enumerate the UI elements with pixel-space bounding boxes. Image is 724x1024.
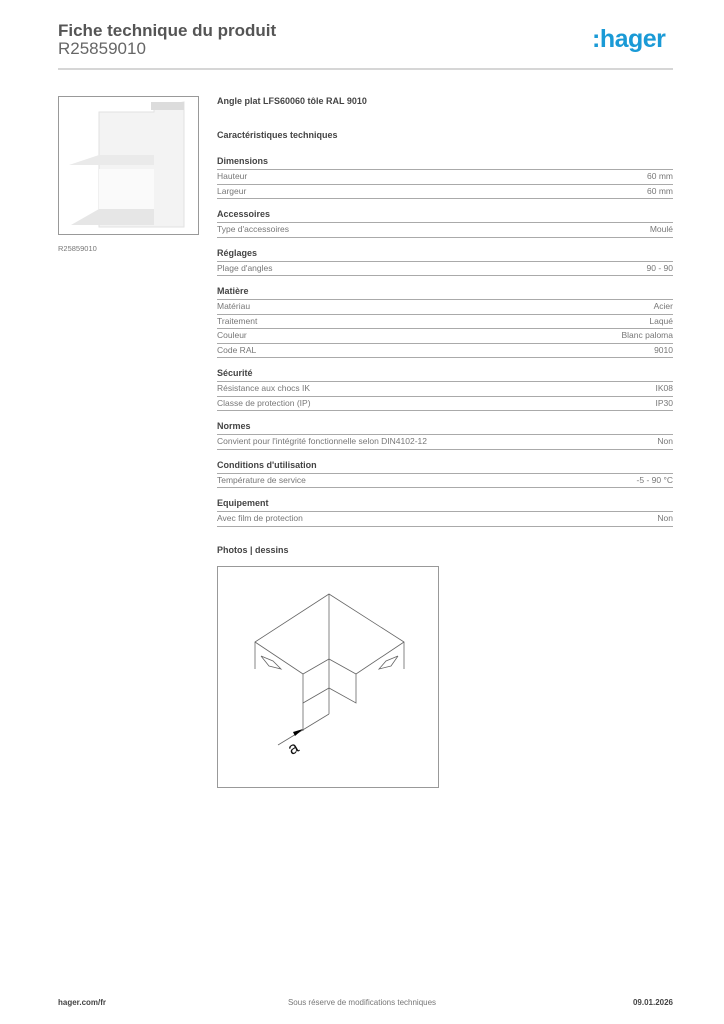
section-title: Sécurité [217,367,673,382]
spec-row [217,435,673,450]
spec-value: Moulé [649,224,673,234]
spec-label: Avec film de protection [217,513,303,523]
spec-value: Non [657,513,673,523]
spec-value: 90 - 90 [646,262,673,273]
section-title: Accessoires [217,208,673,223]
spec-label: Hauteur [217,171,248,181]
section-title: Normes [217,420,673,435]
spec-section [217,420,673,450]
spec-label: Couleur [217,330,247,340]
spec-value: 60 mm [647,185,673,196]
photo-caption: R25859010 [58,244,97,253]
spec-value: -5 - 90 °C [636,474,673,485]
spec-section [217,367,673,411]
spec-label: Résistance aux chocs IK [217,383,311,393]
footer-website[interactable]: hager.com/fr [58,998,107,1007]
spec-row [217,382,673,397]
spec-row [217,474,673,489]
spec-row [217,512,673,527]
spec-row [217,262,673,277]
section-title: Equipement [217,497,673,512]
spec-label: Convient pour l'intégrité fonctionnelle selon DIN4102-12 [217,436,428,446]
section-title: Dimensions [217,155,673,170]
page-title: Fiche technique du produit [58,21,277,40]
spec-value: IK08 [655,383,673,393]
product-name: Angle plat LFS60060 tôle RAL 9010 [217,96,367,106]
spec-section [217,155,673,199]
spec-label: Plage d'angles [217,262,273,273]
spec-label: Température de service [217,474,306,485]
photos-heading: Photos | dessins [217,544,289,555]
spec-section [217,208,673,238]
spec-row [217,344,673,359]
section-title: Conditions d'utilisation [217,459,673,474]
section-title: Réglages [217,247,673,262]
footer-date: 09.01.2026 [632,998,673,1007]
spec-row [217,170,673,185]
spec-value: IP30 [655,397,673,408]
dimension-label: a [284,737,303,759]
spec-section [217,247,673,277]
spec-row [217,315,673,330]
spec-value: Acier [653,301,673,311]
spec-section [217,497,673,527]
spec-label: Largeur [217,185,247,196]
spec-row [217,329,673,344]
spec-section [217,285,673,358]
spec-row [217,223,673,238]
spec-label: Matériau [217,301,251,311]
spec-label: Type d'accessoires [217,224,290,234]
spec-value: Non [657,436,673,446]
spec-label: Code RAL [217,344,257,355]
specs-heading: Caractéristiques techniques [217,130,338,140]
spec-sections [217,155,673,527]
spec-value: 60 mm [647,171,673,181]
technical-drawing [217,566,439,788]
footer-notice: Sous réserve de modifications techniques [287,998,437,1007]
spec-value: Laqué [649,315,673,326]
spec-content [217,96,673,555]
spec-value: 9010 [654,344,673,355]
spec-value: Blanc paloma [621,330,673,340]
hager-logo: :hager [592,25,666,53]
spec-label: Traitement [217,315,258,326]
spec-row [217,300,673,315]
section-title: Matière [217,285,673,300]
spec-section [217,459,673,489]
product-reference: R25859010 [58,39,146,58]
spec-row [217,185,673,200]
spec-label: Classe de protection (IP) [217,397,311,408]
product-photo [58,96,199,235]
spec-row [217,397,673,412]
header-divider [58,68,673,70]
